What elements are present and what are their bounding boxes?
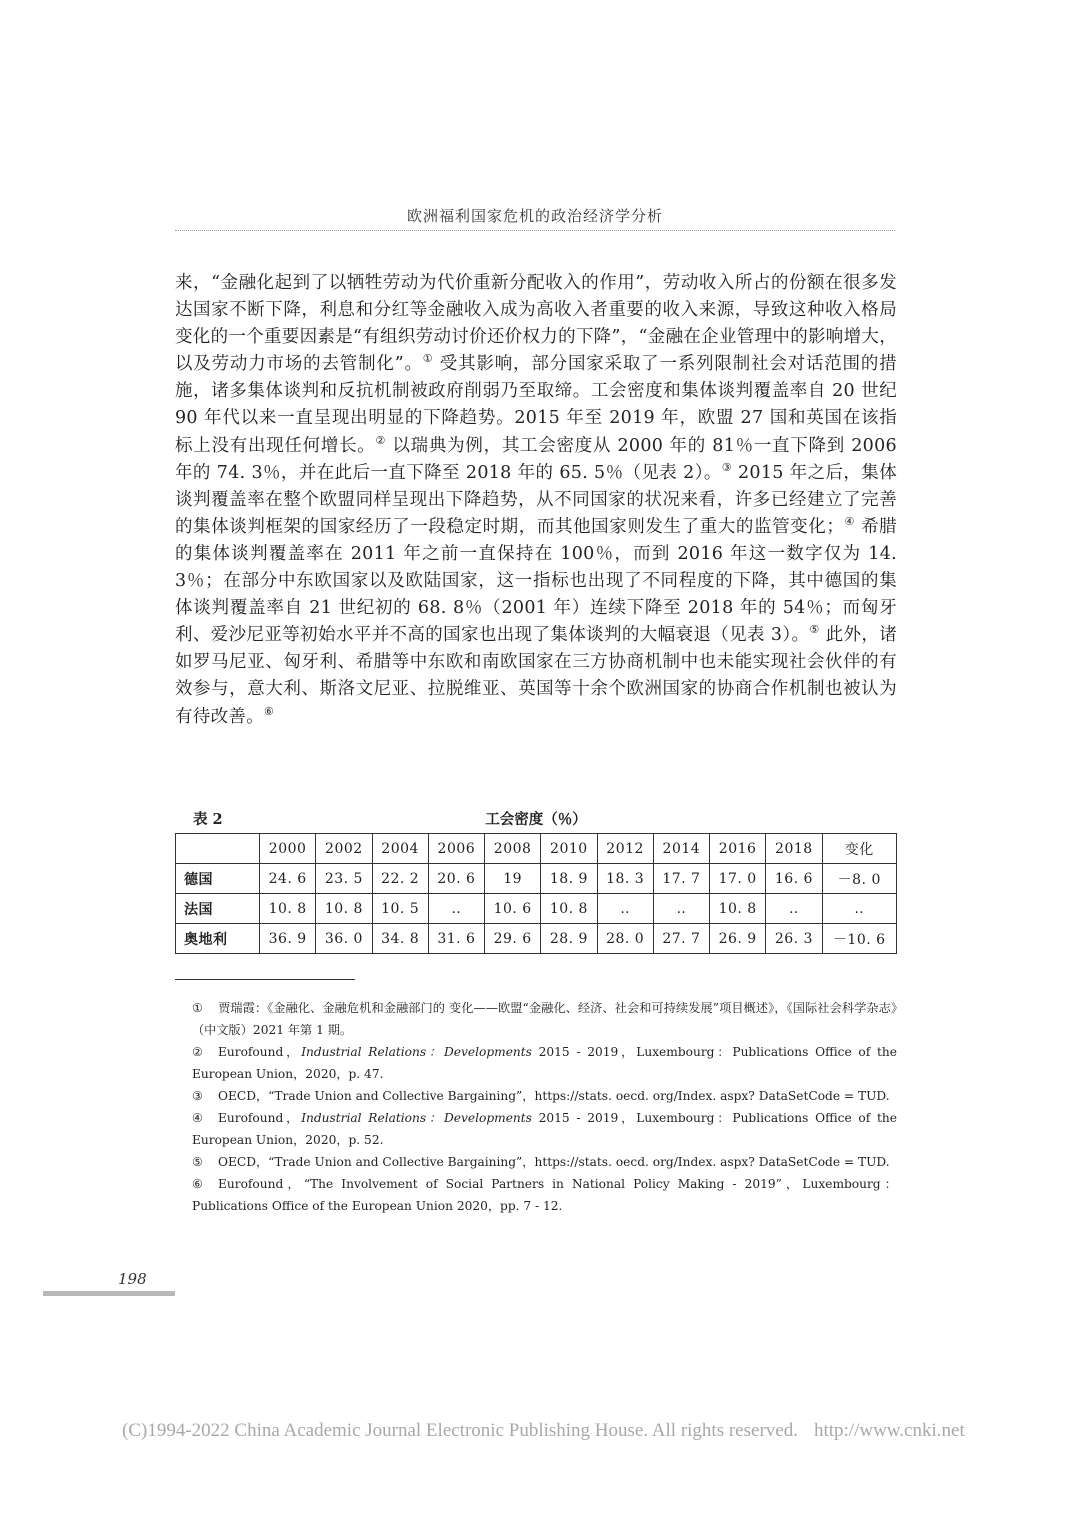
sentence-2: 受其影响，部分国家采取了一系列限制社会对话范围的措施，诸多集体谈判和反抗机制被政府削弱乃至取缔。工会密度和集体谈判覆盖率自 20 世纪 90 年代以来一直呈现出明显的下降趋势。2015 年至 2019 年，欧盟 27 国和英国在该指标上没有出现任何增长。: [175, 354, 897, 456]
footnote-ref-2[interactable]: ②: [375, 433, 387, 447]
table-cell: 36. 9: [260, 924, 316, 954]
page-number: 198: [118, 1270, 147, 1288]
footnote-item: [192, 1107, 897, 1151]
table-cell: 10. 8: [316, 894, 372, 924]
header-cell: 变化: [822, 834, 897, 864]
table-cell: 19: [485, 864, 541, 894]
table-title: 工会密度（％）: [485, 811, 587, 828]
table-cell: 24. 6: [260, 864, 316, 894]
footnote-rule: [175, 979, 355, 980]
header-cell: 2002: [316, 834, 372, 864]
table-cell: 28. 0: [597, 924, 653, 954]
table-cell: ‥: [653, 894, 709, 924]
footnote-mark: ⑤: [192, 1155, 203, 1169]
row-label: 法国: [176, 894, 260, 924]
table-cell: 20. 6: [428, 864, 484, 894]
sentence-6: 此外，诸如罗马尼亚、匈牙利、希腊等中东欧和南欧国家在三方协商机制中也未能实现社会伙伴的有效参与，意大利、斯洛文尼亚、拉脱维亚、英国等十余个欧洲国家的协商合作机制也被认为有待改善。: [175, 625, 898, 727]
table-cell: 18. 9: [541, 864, 597, 894]
table-cell: 17. 0: [710, 864, 766, 894]
footnote-text: OECD，“Trade Union and Collective Bargaining”，https://stats. oecd. org/Index. aspx? DataSetCode = TUD.: [218, 1089, 890, 1103]
footnote-ref-6[interactable]: ⑥: [264, 704, 275, 718]
footnote-ref-4[interactable]: ④: [844, 514, 855, 528]
table-cell: －8. 0: [822, 864, 897, 894]
footnote-text: 贾瑞霞：《金融化、金融危机和金融部门的 变化——欧盟“金融化、经济、社会和可持续发展”项目概述》，《国际社会科学杂志》（中文版）2021 年第 1 期。: [192, 1001, 897, 1037]
table-cell: 29. 6: [485, 924, 541, 954]
footnote-mark: ⑥: [192, 1177, 203, 1191]
footnote-ref-5[interactable]: ⑤: [809, 623, 820, 637]
table-cell: 10. 8: [260, 894, 316, 924]
table-number: 表 2: [193, 811, 223, 828]
table-cell: 22. 2: [372, 864, 428, 894]
table-row: [176, 864, 897, 894]
table-cell: 10. 5: [372, 894, 428, 924]
header-cell: 2006: [428, 834, 484, 864]
footnote-italic-title: Industrial Relations：Developments: [301, 1111, 532, 1125]
table-cell: 18. 3: [597, 864, 653, 894]
page-number-bar: [43, 1291, 175, 1296]
footnote-ref-3[interactable]: ③: [721, 460, 733, 474]
footnote-item: [192, 997, 897, 1041]
header-cell: [176, 834, 260, 864]
table-cell: 36. 0: [316, 924, 372, 954]
footnote-item: [192, 1173, 897, 1217]
table-cell: 10. 6: [485, 894, 541, 924]
row-label: 德国: [176, 864, 260, 894]
table-cell: 28. 9: [541, 924, 597, 954]
paragraph-text: [175, 270, 897, 731]
footnote-text-tail: 2015 - 2019，Luxembourg：Publications Office of the European Union，2020，p. 52.: [192, 1111, 897, 1147]
footnote-item: [192, 1041, 897, 1085]
body-paragraph: [175, 270, 897, 731]
table-cell: ‥: [428, 894, 484, 924]
table-cell: 10. 8: [710, 894, 766, 924]
header-cell: 2004: [372, 834, 428, 864]
header-cell: 2014: [653, 834, 709, 864]
table-cell: 34. 8: [372, 924, 428, 954]
table-cell: ‥: [822, 894, 897, 924]
copyright-url[interactable]: http://www.cnki.net: [813, 1420, 965, 1441]
sentence-4: 2015 年之后，集体谈判覆盖率在整个欧盟同样呈现出下降趋势，从不同国家的状况来看，许多已经建立了完善的集体谈判框架的国家经历了一段稳定时期，而其他国家则发生了重大的监管变化；: [175, 462, 897, 537]
footnote-mark: ①: [192, 1001, 203, 1015]
footnote-italic-title: Industrial Relations：Developments: [301, 1045, 532, 1059]
footnote-item: [192, 1085, 897, 1107]
footnote-text-tail: 2015 - 2019，Luxembourg：Publications Office of the European Union，2020，p. 47.: [192, 1045, 897, 1081]
footnote-mark: ④: [192, 1111, 203, 1125]
table-cell: 10. 8: [541, 894, 597, 924]
table-cell: 27. 7: [653, 924, 709, 954]
table-cell: 26. 9: [710, 924, 766, 954]
header-cell: 2016: [710, 834, 766, 864]
copyright-notice: [122, 1420, 965, 1442]
footnote-text: Eurofound，: [218, 1045, 302, 1059]
footnote-text: Eurofound，: [218, 1111, 302, 1125]
footnote-text: OECD，“Trade Union and Collective Bargaining”，https://stats. oecd. org/Index. aspx? DataSetCode = TUD.: [218, 1155, 890, 1169]
table-caption: [175, 808, 897, 828]
header-cell: 2018: [766, 834, 822, 864]
table-cell: 17. 7: [653, 864, 709, 894]
table-row: [176, 894, 897, 924]
row-label: 奥地利: [176, 924, 260, 954]
header-cell: 2008: [485, 834, 541, 864]
sentence-3: 以瑞典为例，其工会密度从 2000 年的 81％一直下降到 2006 年的 74. 3％，并在此后一直下降至 2018 年的 65. 5％（见表 2）。: [175, 435, 897, 483]
footnote-ref-1[interactable]: ①: [422, 352, 434, 366]
footnote-mark: ③: [192, 1089, 203, 1103]
table-row: [176, 924, 897, 954]
union-density-table: [175, 833, 897, 954]
table-header-row: [176, 834, 897, 864]
table-cell: 31. 6: [428, 924, 484, 954]
running-header: 欧洲福利国家危机的政治经济学分析: [406, 207, 663, 225]
copyright-text: (C)1994-2022 China Academic Journal Electronic Publishing House. All rights reserved.: [122, 1420, 798, 1441]
header-rule: [175, 230, 895, 231]
footnote-text: Eurofound，“The Involvement of Social Partners in National Policy Making - 2019”，Luxembourg：Publications Office of the European Union 2020，pp. 7 - 12.: [192, 1177, 897, 1213]
sentence-1: 来，“金融化起到了以牺牲劳动为代价重新分配收入的作用”，劳动收入所占的份额在很多发达国家不断下降，利息和分红等金融收入成为高收入者重要的收入来源，导致这种收入格局变化的一个重要因素是“有组织劳动讨价还价权力的下降”，“金融在企业管理中的影响增大，以及劳动力市场的去管制化”。: [175, 273, 897, 375]
table-cell: 26. 3: [766, 924, 822, 954]
table-cell: 23. 5: [316, 864, 372, 894]
table-cell: ‥: [597, 894, 653, 924]
header-cell: 2012: [597, 834, 653, 864]
header-cell: 2010: [541, 834, 597, 864]
header-cell: 2000: [260, 834, 316, 864]
table-cell: ‥: [766, 894, 822, 924]
footnotes: [192, 997, 897, 1217]
table-cell: 16. 6: [766, 864, 822, 894]
footnote-item: [192, 1151, 897, 1173]
footnote-mark: ②: [192, 1045, 203, 1059]
table-cell: －10. 6: [822, 924, 897, 954]
sentence-5: 希腊的集体谈判覆盖率在 2011 年之前一直保持在 100％，而到 2016 年这一数字仅为 14. 3％；在部分中东欧国家以及欧陆国家，这一指标也出现了不同程度的下降，其中德国的集体谈判覆盖率自 21 世纪初的 68. 8％（2001 年）连续下降至 2018 年的 54％；而匈牙利、爱沙尼亚等初始水平并不高的国家也出现了集体谈判的大幅衰退（见表 3）。: [175, 516, 897, 646]
